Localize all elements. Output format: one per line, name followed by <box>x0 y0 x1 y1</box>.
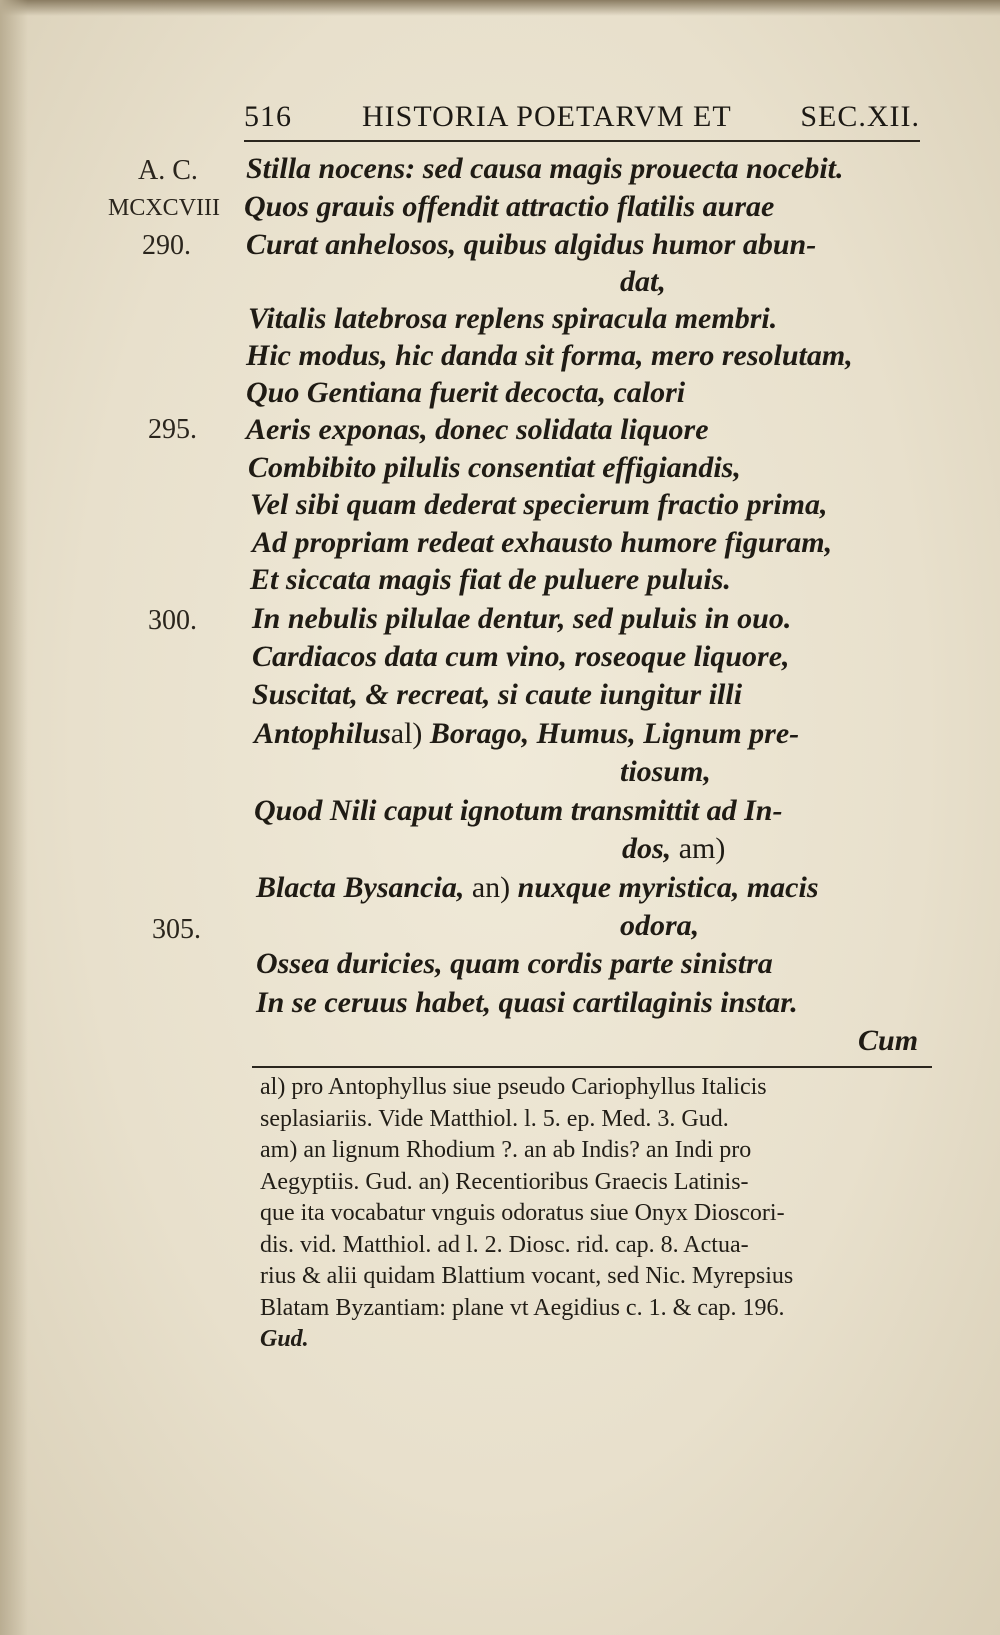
verse-line: Quod Nili caput ignotum transmittit ad In- <box>254 794 783 827</box>
verse-word: Blacta Bysancia, <box>256 871 465 904</box>
verse-line: Hic modus, hic danda sit forma, mero resolutam, <box>246 339 853 372</box>
catchword: Cum <box>858 1024 919 1057</box>
verse-line: Ad propriam redeat exhausto humore figuram, <box>252 526 833 559</box>
verse-line-continuation: tiosum, <box>620 755 711 788</box>
margin-line-number-295: 295. <box>148 414 197 445</box>
verse-line: Curat anhelosos, quibus algidus humor abun- <box>246 228 817 261</box>
footnote-rule <box>252 1066 932 1068</box>
page-edge-top <box>0 0 1000 16</box>
verse-word: Borago, Humus, Lignum pre- <box>429 717 800 750</box>
section-label: SEC.XII. <box>800 100 920 133</box>
verse-line: Vel sibi quam dederat specierum fractio prima, <box>250 488 828 521</box>
margin-year: MCXCVIII <box>108 195 220 221</box>
footnote-line: am) an lignum Rhodium ?. an ab Indis? an Indi pro <box>260 1137 752 1163</box>
margin-line-number-290: 290. <box>142 230 191 261</box>
running-header <box>244 100 920 140</box>
footnote-line: que ita vocabatur vnguis odoratus siue Onyx Dioscori- <box>260 1200 785 1226</box>
margin-line-number-305: 305. <box>152 914 201 945</box>
page-number: 516 <box>244 100 292 133</box>
page-edge-left <box>0 0 28 1635</box>
verse-line: Combibito pilulis consentiat effigiandis, <box>248 451 741 484</box>
footnote-line: rius & alii quidam Blattium vocant, sed Nic. Myrepsius <box>260 1263 794 1289</box>
verse-line-continuation <box>622 831 725 867</box>
verse-line: Stilla nocens: sed causa magis prouecta nocebit. <box>246 152 844 185</box>
footnote-line: Aegyptiis. Gud. an) Recentioribus Graecis Latinis- <box>260 1168 749 1195</box>
footnote-line: seplasiariis. Vide Matthiol. l. 5. ep. Med. 3. Gud. <box>260 1105 729 1132</box>
footnote-line: al) pro Antophyllus siue pseudo Cariophyllus Italicis <box>260 1074 767 1100</box>
header-rule <box>244 140 920 142</box>
verse-line: Cardiacos data cum vino, roseoque liquore, <box>252 640 790 673</box>
note-marker: an) <box>471 871 511 904</box>
verse-line: Et siccata magis fiat de puluere puluis. <box>250 563 731 596</box>
verse-word: dos, <box>622 832 672 865</box>
verse-word: Antophilus <box>254 717 391 750</box>
verse-line: Suscitat, & recreat, si caute iungitur illi <box>252 678 743 711</box>
verse-line-continuation: odora, <box>620 909 700 942</box>
verse-line-continuation: dat, <box>620 265 666 298</box>
margin-era: A. C. <box>138 155 198 186</box>
footnote-line: Gud. <box>260 1326 309 1352</box>
verse-line <box>256 870 819 906</box>
verse-line <box>254 716 799 752</box>
verse-line: Vitalis latebrosa replens spiracula membri. <box>248 302 778 335</box>
verse-line: In se ceruus habet, quasi cartilaginis instar. <box>256 986 798 1019</box>
verse-word: nuxque myristica, macis <box>517 871 819 904</box>
verse-line: Aeris exponas, donec solidata liquore <box>246 413 709 446</box>
note-marker: am) <box>678 832 726 865</box>
verse-line: Ossea duricies, quam cordis parte sinistra <box>256 947 773 980</box>
verse-line: In nebulis pilulae dentur, sed puluis in ouo. <box>252 602 792 635</box>
footnotes <box>260 1072 950 1356</box>
verse-line: Quos grauis offendit attractio flatilis aurae <box>244 190 775 223</box>
note-marker: al) <box>390 717 423 750</box>
verse-line: Quo Gentiana fuerit decocta, calori <box>246 376 686 409</box>
footnote-line: dis. vid. Matthiol. ad l. 2. Diosc. rid. cap. 8. Actua- <box>260 1231 749 1258</box>
footnote-line: Blatam Byzantiam: plane vt Aegidius c. 1. & cap. 196. <box>260 1294 785 1321</box>
running-title: HISTORIA POETARVM ET <box>362 100 732 133</box>
margin-line-number-300: 300. <box>148 605 197 636</box>
